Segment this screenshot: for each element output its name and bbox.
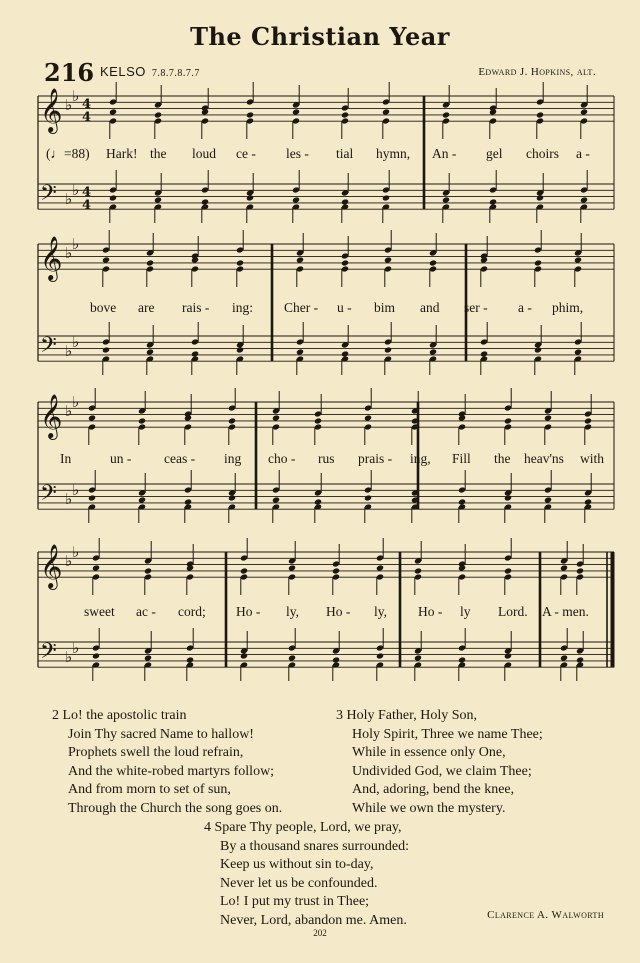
note-heads [88,82,592,681]
key-signature-flat: ♭ [72,235,80,253]
lyric-syllable: u - [337,300,352,315]
verse-line: And, adoring, bend the knee, [352,782,515,797]
lyric-syllable: Ho - [326,604,351,619]
lyric-syllable: ce - [236,146,256,161]
lyric-syllable: Ho - [236,604,261,619]
note-head [584,417,592,424]
key-signature-flat: ♭ [65,190,73,208]
note-head [382,194,390,201]
verse-number: 3 [336,708,343,723]
verse-line: While in essence only One, [352,745,506,760]
lyric-syllable: hymn, [376,146,411,161]
note-head [246,111,254,118]
lyric-syllable: bove [90,300,117,315]
key-signature-flat: ♭ [72,333,80,351]
lyric-syllable: rus [318,451,335,466]
lyric-syllable: Fill [452,451,471,466]
page-number: 202 [313,928,327,938]
tune-name: KELSO [100,64,146,79]
note-head [384,346,392,353]
note-head [376,652,384,659]
key-signature-flat: ♭ [72,181,80,199]
note-head [364,494,372,501]
page-title: The Christian Year [190,22,450,51]
lyric-syllable: ly [460,604,471,619]
lyric-syllable: tial [336,146,354,161]
note-head [442,111,450,118]
lyric-syllable: An - [432,146,457,161]
note-head [240,567,248,574]
verse-number: 2 [52,708,59,723]
verse-2 [52,707,282,818]
lyric-syllable: a - [518,300,532,315]
verse-line: Lo! I put my trust in Thee; [220,894,370,909]
key-signature-flat: ♭ [65,552,73,570]
note-head [92,652,100,659]
note-head [504,652,512,659]
lyric-syllable: ser - [464,300,488,315]
note-head [534,259,542,266]
tempo-marking: (♩=88) [46,146,90,161]
verse-3 [336,707,543,818]
time-signature: 4 [82,97,92,112]
bass-clef-glyph: 𝄢 [40,639,57,669]
note-head [228,417,236,424]
lyric-syllable: rais - [182,300,210,315]
key-signature-flat: ♭ [72,543,80,561]
verse-line: Holy Spirit, Three we name Thee; [352,726,543,742]
note-head [102,346,110,353]
lyric-syllable: the [494,451,511,466]
note-head [536,194,544,201]
lyric-syllable: un - [110,451,132,466]
bass-clef-glyph: 𝄢 [40,481,57,511]
verse-line: Join Thy sacred Name to hallow! [68,726,254,742]
bass-clef-glyph: 𝄢 [40,333,57,363]
lyric-syllable: Cher - [284,300,319,315]
note-head [576,567,584,574]
lyric-syllable: ing, [410,451,431,466]
lyric-syllable: with [580,451,605,466]
lyric-syllable: sweet [84,604,115,619]
lyric-syllable: ly, [374,604,387,619]
treble-clef-glyph: 𝄞 [40,88,63,132]
time-signature: 4 [82,110,92,125]
verse-line: 3 Holy Father, Holy Son, [336,708,477,723]
time-signature: 4 [82,185,92,200]
lyric-syllable: A - men. [542,604,589,619]
key-signature-flat: ♭ [65,648,73,666]
note-head [240,652,248,659]
lyric-syllable: heav'ns [524,451,564,466]
lyric-syllable: loud [192,146,217,161]
verse-4 [204,819,409,930]
lyric-syllable: bim [374,300,396,315]
hymn-number: 216 [44,58,95,87]
composer-credit: Edward J. Hopkins, alt. [478,66,596,78]
note-head [314,417,322,424]
lyric-syllable: ac - [136,604,156,619]
lyric-syllable: Lord. [498,604,528,619]
note-head [341,259,349,266]
lyric-line-1 [40,146,615,164]
note-head [429,259,437,266]
lyric-syllable: In [60,451,72,466]
lyric-syllable: choirs [526,146,559,161]
lyric-line-4 [40,604,615,622]
lyric-syllable: the [150,146,167,161]
lyric-line-3 [40,451,615,469]
key-signature-flat: ♭ [65,96,73,114]
treble-clef-glyph: 𝄞 [40,394,63,438]
verse-line: Never let us be confounded. [220,875,378,891]
lyric-syllable: Hark! [106,146,138,161]
note-head [146,259,154,266]
note-head [144,567,152,574]
lyric-syllable: ing [224,451,242,466]
lyric-syllable: ceas - [164,451,196,466]
treble-clef-glyph: 𝄞 [40,236,63,280]
note-head [534,346,542,353]
staff-lines [38,96,614,667]
key-signature-flat: ♭ [65,490,73,508]
verse-line: Undivided God, we claim Thee; [352,763,532,779]
key-signature-flat: ♭ [72,481,80,499]
note-head [246,194,254,201]
verse-line: While we own the mystery. [352,800,506,816]
note-head [504,494,512,501]
clefs-and-signatures [40,87,91,669]
key-signature-flat: ♭ [65,402,73,420]
verse-line: And the white-robed martyrs follow; [68,763,275,779]
note-head [109,194,117,201]
treble-clef-glyph: 𝄞 [40,544,63,588]
verse-line: Never, Lord, abandon me. Amen. [220,912,407,928]
lyric-syllable: Ho - [418,604,443,619]
note-head [536,111,544,118]
time-signature: 4 [82,198,92,213]
lyric-syllable: ing: [232,300,254,315]
lyric-syllable: ly, [286,604,299,619]
note-head [88,494,96,501]
lyric-syllable: cord; [178,604,206,619]
lyric-line-2 [40,300,615,318]
note-head [504,417,512,424]
lyric-syllable: phim, [552,300,584,315]
lyric-syllable: a - [576,146,590,161]
verse-line: 4 Spare Thy people, Lord, we pray, [204,820,402,835]
note-head [236,259,244,266]
bass-clef-glyph: 𝄢 [40,181,57,211]
lyric-syllable: prais - [358,451,393,466]
verse-line: 2 Lo! the apostolic train [52,708,187,723]
verse-line: Prophets swell the loud refrain, [68,745,244,760]
note-head [504,567,512,574]
key-signature-flat: ♭ [65,342,73,360]
verse-number: 4 [204,820,211,835]
note-head [138,417,146,424]
meter: 7.8.7.8.7.7 [151,68,200,79]
note-head [228,494,236,501]
note-head [341,111,349,118]
author-credit: Clarence A. Walworth [487,909,604,921]
verse-line: Keep us without sin to-day, [220,857,374,872]
verse-line: Through the Church the song goes on. [68,800,283,816]
key-signature-flat: ♭ [72,87,80,105]
note-head [154,111,162,118]
note-head [414,567,422,574]
note-head [332,567,340,574]
lyric-syllable: les - [286,146,309,161]
lyric-syllable: are [138,300,155,315]
note-head [236,346,244,353]
lyric-syllable: cho - [268,451,296,466]
lyric-syllable: and [420,300,440,315]
verse-line: By a thousand snares surrounded: [220,838,409,854]
lyric-syllable: gel [486,146,503,161]
key-signature-flat: ♭ [72,393,80,411]
key-signature-flat: ♭ [72,639,80,657]
key-signature-flat: ♭ [65,244,73,262]
verse-line: And from morn to set of sun, [68,782,231,797]
